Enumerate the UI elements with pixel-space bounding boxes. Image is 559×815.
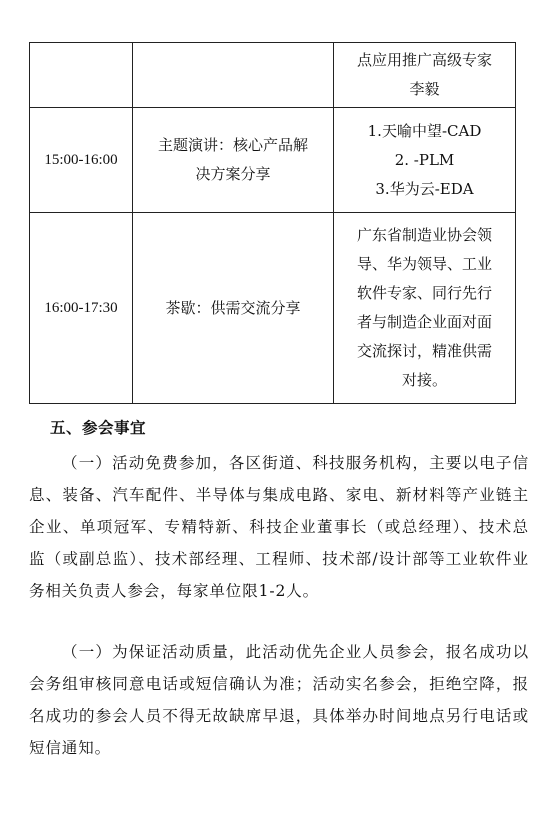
table-row [30, 108, 516, 213]
detail-line: 广东省制造业协会领 [356, 226, 492, 244]
time-cell: 15:00-16:00 [30, 108, 133, 213]
topic-cell [133, 108, 334, 213]
detail-cell [334, 43, 516, 108]
detail-line: 点应用推广高级专家 [356, 51, 492, 69]
topic-line: 决方案分享 [195, 165, 271, 183]
detail-line: 导、华为领导、工业 [356, 255, 492, 273]
detail-line: 软件专家、同行先行 [356, 284, 492, 302]
time-cell: 16:00-17:30 [30, 213, 133, 404]
detail-line: 者与制造企业面对面 [356, 313, 492, 331]
detail-cell [334, 108, 516, 213]
table-row [30, 213, 516, 404]
detail-line: 对接。 [401, 371, 447, 389]
topic-cell [133, 43, 334, 108]
schedule-table [29, 42, 516, 404]
topic-line: 主题演讲：核心产品解 [157, 136, 308, 154]
table-row [30, 43, 516, 108]
detail-line: 交流探讨，精准供需 [356, 342, 492, 360]
paragraph: （一）活动免费参加，各区街道、科技服务机构，主要以电子信息、装备、汽车配件、半导体与集成电路、家电、新材料等产业链主企业、单项冠军、专精特新、科技企业董事长（或总经理）、技术总监（或副总监）、技术部经理、工程师、技术部/设计部等工业软件业务相关负责人参会，每家单位限1-2人。 [29, 454, 529, 600]
detail-cell [334, 213, 516, 404]
paragraph: （一）为保证活动质量，此活动优先企业人员参会，报名成功以会务组审核同意电话或短信确认为准；活动实名参会，拒绝空降，报名成功的参会人员不得无故缺席早退，具体举办时间地点另行电话或短信通知。 [29, 643, 529, 757]
section-heading: 五、参会事宜 [50, 419, 147, 437]
detail-line: 1.天喻中望-CAD [367, 121, 482, 140]
topic-cell [133, 213, 334, 404]
time-cell [30, 43, 133, 108]
detail-line: 李毅 [409, 80, 440, 98]
detail-line: 2. -PLM [394, 150, 455, 169]
topic-line: 茶歇：供需交流分享 [165, 298, 301, 317]
detail-line: 3.华为云-EDA [375, 179, 474, 198]
